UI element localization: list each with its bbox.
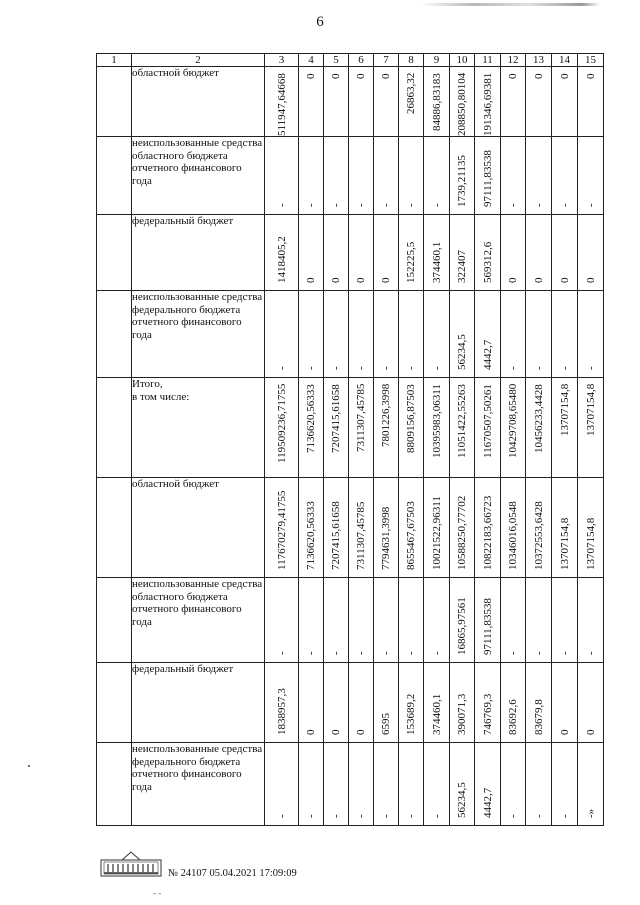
cell-value: 11051422,55263 xyxy=(456,384,468,458)
cell-value: 13707154,8 xyxy=(558,383,571,436)
value-cell xyxy=(501,291,526,378)
cell-value: - xyxy=(330,366,342,370)
cell-value: 0 xyxy=(355,729,367,735)
cell-value: 0 xyxy=(558,729,571,735)
value-cell xyxy=(475,743,501,826)
cell-value: - xyxy=(355,651,367,655)
cell-value: - xyxy=(507,203,519,207)
value-cell xyxy=(399,378,424,478)
cell-value: - xyxy=(355,814,367,818)
value-cell xyxy=(324,478,349,578)
cell-value: 7801226,3998 xyxy=(380,383,392,447)
cell-value: 119509236,71755 xyxy=(275,383,288,463)
header-cell-5: 5 xyxy=(324,54,349,67)
value-cell xyxy=(399,67,424,137)
value-cell xyxy=(526,663,552,743)
cell-value: 97111,83538 xyxy=(481,598,494,655)
value-cell xyxy=(578,663,604,743)
value-cell xyxy=(265,291,299,378)
value-cell xyxy=(299,478,324,578)
cell-value: 0 xyxy=(380,277,392,283)
cell-value: 10822183,66723 xyxy=(481,495,494,570)
value-cell xyxy=(265,743,299,826)
value-cell xyxy=(450,378,475,478)
row-label: неиспользованные средства федерального бюджета отчетного финансового года xyxy=(132,291,265,378)
value-cell xyxy=(450,215,475,291)
scan-mark: - - xyxy=(153,888,162,898)
value-cell xyxy=(475,478,501,578)
row-number-cell xyxy=(97,743,132,826)
cell-value: 569312,6 xyxy=(481,241,494,283)
cell-value: 0 xyxy=(305,729,317,735)
cell-value: 13707154,8 xyxy=(558,517,571,570)
header-cell-13: 13 xyxy=(526,54,552,67)
row-number-cell xyxy=(97,663,132,743)
cell-value: 16865,97561 xyxy=(456,597,468,655)
value-cell xyxy=(324,663,349,743)
cell-value: 7794631,3998 xyxy=(380,506,392,570)
value-cell xyxy=(399,478,424,578)
value-cell xyxy=(349,67,374,137)
value-cell xyxy=(265,215,299,291)
cell-value: - xyxy=(430,651,443,655)
cell-value: 0 xyxy=(584,277,597,283)
cell-value: 13707154,8 xyxy=(584,383,597,436)
value-cell xyxy=(399,743,424,826)
value-cell xyxy=(526,67,552,137)
value-cell xyxy=(349,663,374,743)
header-cell-1: 1 xyxy=(97,54,132,67)
value-cell xyxy=(424,578,450,663)
value-cell xyxy=(265,578,299,663)
cell-value: - xyxy=(305,651,317,655)
value-cell xyxy=(450,743,475,826)
value-cell xyxy=(324,67,349,137)
cell-value: 0 xyxy=(380,73,392,79)
cell-value: - xyxy=(305,366,317,370)
cell-value: 191346,69381 xyxy=(481,72,494,136)
cell-value: - xyxy=(305,814,317,818)
value-cell xyxy=(424,67,450,137)
value-cell xyxy=(501,578,526,663)
value-cell xyxy=(450,137,475,215)
cell-value: 7207415,61658 xyxy=(330,384,342,453)
value-cell xyxy=(450,578,475,663)
value-cell xyxy=(399,137,424,215)
value-cell xyxy=(526,137,552,215)
cell-value: 8655467,67503 xyxy=(405,501,417,570)
cell-value: 26863,32 xyxy=(405,72,417,114)
cell-value: - xyxy=(275,203,288,207)
row-label: неиспользованные средства областного бюджета отчетного финансового года xyxy=(132,578,265,663)
cell-value: - xyxy=(430,814,443,818)
value-cell xyxy=(578,137,604,215)
value-cell xyxy=(501,743,526,826)
cell-value: - xyxy=(558,651,571,655)
cell-value: - xyxy=(507,366,519,370)
value-cell xyxy=(578,291,604,378)
value-cell xyxy=(399,578,424,663)
value-cell xyxy=(475,378,501,478)
value-cell xyxy=(424,291,450,378)
value-cell xyxy=(324,743,349,826)
budget-table xyxy=(96,53,604,826)
value-cell xyxy=(552,67,578,137)
value-cell xyxy=(424,478,450,578)
cell-value: 208850,80104 xyxy=(456,72,468,136)
cell-value: 13707154,8 xyxy=(584,517,597,570)
value-cell xyxy=(501,478,526,578)
value-cell xyxy=(578,478,604,578)
header-cell-12: 12 xyxy=(501,54,526,67)
header-cell-2: 2 xyxy=(132,54,265,67)
cell-value: 4442,7 xyxy=(481,339,494,370)
value-cell xyxy=(299,743,324,826)
cell-value: 11670507,50261 xyxy=(481,384,494,458)
table-row xyxy=(97,378,604,478)
value-cell xyxy=(552,137,578,215)
cell-value: 152225,5 xyxy=(405,241,417,283)
value-cell xyxy=(552,663,578,743)
value-cell xyxy=(424,378,450,478)
header-cell-3: 3 xyxy=(265,54,299,67)
cell-value: -» xyxy=(584,808,597,818)
value-cell xyxy=(578,67,604,137)
cell-value: 1739,21135 xyxy=(456,155,468,207)
value-cell xyxy=(475,67,501,137)
value-cell xyxy=(374,478,399,578)
cell-value: 10588250,77702 xyxy=(456,495,468,570)
cell-value: 0 xyxy=(355,73,367,79)
value-cell xyxy=(578,578,604,663)
value-cell xyxy=(475,663,501,743)
header-cell-15: 15 xyxy=(578,54,604,67)
table-row xyxy=(97,291,604,378)
header-cell-14: 14 xyxy=(552,54,578,67)
header-cell-9: 9 xyxy=(424,54,450,67)
value-cell xyxy=(349,578,374,663)
cell-value: 83679,8 xyxy=(532,699,545,735)
cell-value: - xyxy=(275,814,288,818)
value-cell xyxy=(349,478,374,578)
cell-value: 0 xyxy=(558,277,571,283)
cell-value: 7311307,45785 xyxy=(355,501,367,570)
cell-value: - xyxy=(507,814,519,818)
value-cell xyxy=(526,378,552,478)
cell-value: - xyxy=(584,366,597,370)
value-cell xyxy=(450,67,475,137)
value-cell xyxy=(450,663,475,743)
row-label: неиспользованные средства федерального бюджета отчетного финансового года xyxy=(132,743,265,826)
value-cell xyxy=(526,578,552,663)
cell-value: - xyxy=(584,203,597,207)
cell-value: 0 xyxy=(532,277,545,283)
value-cell xyxy=(299,67,324,137)
table-row xyxy=(97,578,604,663)
value-cell xyxy=(349,137,374,215)
value-cell xyxy=(299,663,324,743)
value-cell xyxy=(552,478,578,578)
value-cell xyxy=(501,67,526,137)
value-cell xyxy=(265,137,299,215)
cell-value: - xyxy=(405,203,417,207)
cell-value: - xyxy=(355,203,367,207)
table-row xyxy=(97,743,604,826)
value-cell xyxy=(374,215,399,291)
value-cell xyxy=(501,663,526,743)
value-cell xyxy=(349,743,374,826)
header-row xyxy=(97,54,604,67)
table-row xyxy=(97,137,604,215)
cell-value: - xyxy=(430,366,443,370)
value-cell xyxy=(475,291,501,378)
cell-value: - xyxy=(380,651,392,655)
cell-value: - xyxy=(275,651,288,655)
cell-value: 0 xyxy=(558,73,571,79)
cell-value: - xyxy=(305,203,317,207)
row-label: Итого, в том числе: xyxy=(132,378,265,478)
value-cell xyxy=(324,137,349,215)
cell-value: 56234,5 xyxy=(456,334,468,370)
cell-value: 56234,5 xyxy=(456,782,468,818)
cell-value: 10395983,06311 xyxy=(430,384,443,458)
row-label: неиспользованные средства областного бюджета отчетного финансового года xyxy=(132,137,265,215)
value-cell xyxy=(265,663,299,743)
value-cell xyxy=(450,478,475,578)
cell-value: - xyxy=(532,814,545,818)
value-cell xyxy=(501,137,526,215)
cell-value: 0 xyxy=(330,277,342,283)
cell-value: 97111,83538 xyxy=(481,150,494,207)
row-number-cell xyxy=(97,137,132,215)
value-cell xyxy=(374,378,399,478)
value-cell xyxy=(349,215,374,291)
cell-value: - xyxy=(532,366,545,370)
table-row xyxy=(97,215,604,291)
cell-value: 10021522,96311 xyxy=(430,496,443,570)
cell-value: 0 xyxy=(330,729,342,735)
cell-value: - xyxy=(532,651,545,655)
cell-value: 10456233,4428 xyxy=(532,384,545,453)
cell-value: 1418405,2 xyxy=(275,236,288,283)
cell-value: - xyxy=(405,814,417,818)
cell-value: 10346016,0548 xyxy=(507,501,519,570)
row-label: областной бюджет xyxy=(132,67,265,137)
row-number-cell xyxy=(97,67,132,137)
header-cell-4: 4 xyxy=(299,54,324,67)
cell-value: - xyxy=(507,651,519,655)
row-number-cell xyxy=(97,478,132,578)
cell-value: 0 xyxy=(532,73,545,79)
cell-value: 7311307,45785 xyxy=(355,383,367,452)
value-cell xyxy=(578,215,604,291)
cell-value: 8809156,87503 xyxy=(405,384,417,453)
cell-value: - xyxy=(405,651,417,655)
value-cell xyxy=(374,663,399,743)
row-number-cell xyxy=(97,291,132,378)
cell-value: - xyxy=(584,651,597,655)
header-cell-7: 7 xyxy=(374,54,399,67)
cell-value: - xyxy=(558,366,571,370)
value-cell xyxy=(475,137,501,215)
value-cell xyxy=(265,478,299,578)
cell-value: 84886,83183 xyxy=(430,73,443,131)
cell-value: 511947,64668 xyxy=(275,73,288,136)
footer xyxy=(100,850,420,890)
value-cell xyxy=(399,215,424,291)
table-row xyxy=(97,663,604,743)
value-cell xyxy=(374,67,399,137)
cell-value: - xyxy=(380,203,392,207)
value-cell xyxy=(299,137,324,215)
cell-value: 10429708,65480 xyxy=(507,383,519,458)
cell-value: 153689,2 xyxy=(405,693,417,735)
row-label: областной бюджет xyxy=(132,478,265,578)
value-cell xyxy=(299,578,324,663)
value-cell xyxy=(324,578,349,663)
value-cell xyxy=(424,137,450,215)
cell-value: 7136620,56333 xyxy=(305,384,317,453)
value-cell xyxy=(475,215,501,291)
cell-value: - xyxy=(430,203,443,207)
cell-value: - xyxy=(380,814,392,818)
cell-value: - xyxy=(558,203,571,207)
cell-value: 117670279,41755 xyxy=(275,490,288,570)
value-cell xyxy=(526,478,552,578)
cell-value: 0 xyxy=(305,277,317,283)
value-cell xyxy=(552,743,578,826)
cell-value: - xyxy=(330,203,342,207)
registration-number: № 24107 05.04.2021 17:09:09 xyxy=(168,868,297,879)
value-cell xyxy=(578,378,604,478)
value-cell xyxy=(450,291,475,378)
cell-value: 0 xyxy=(507,277,519,283)
value-cell xyxy=(578,743,604,826)
value-cell xyxy=(324,378,349,478)
value-cell xyxy=(552,578,578,663)
value-cell xyxy=(299,291,324,378)
value-cell xyxy=(265,67,299,137)
value-cell xyxy=(374,578,399,663)
scan-streak xyxy=(420,3,600,6)
cell-value: 6595 xyxy=(380,713,392,735)
table-row xyxy=(97,67,604,137)
cell-value: - xyxy=(355,366,367,370)
value-cell xyxy=(374,743,399,826)
page-number: 6 xyxy=(316,14,324,30)
value-cell xyxy=(299,378,324,478)
cell-value: 0 xyxy=(355,277,367,283)
row-label: федеральный бюджет xyxy=(132,215,265,291)
cell-value: 0 xyxy=(584,73,597,79)
header-cell-8: 8 xyxy=(399,54,424,67)
value-cell xyxy=(374,137,399,215)
cell-value: 4442,7 xyxy=(481,787,494,818)
cell-value: 374460,1 xyxy=(430,693,443,735)
cell-value: 0 xyxy=(507,73,519,79)
value-cell xyxy=(526,215,552,291)
row-number-cell xyxy=(97,578,132,663)
cell-value: 0 xyxy=(305,73,317,79)
value-cell xyxy=(526,291,552,378)
cell-value: - xyxy=(275,366,288,370)
value-cell xyxy=(324,291,349,378)
cell-value: - xyxy=(330,814,342,818)
value-cell xyxy=(349,378,374,478)
cell-value: 83692,6 xyxy=(507,699,519,735)
cell-value: 7207415,61658 xyxy=(330,501,342,570)
value-cell xyxy=(324,215,349,291)
value-cell xyxy=(552,291,578,378)
cell-value: 322407 xyxy=(456,250,468,283)
cell-value: 390071,3 xyxy=(456,693,468,735)
cell-value: - xyxy=(532,203,545,207)
cell-value: - xyxy=(405,366,417,370)
cell-value: 0 xyxy=(330,73,342,79)
cell-value: 10372553,6428 xyxy=(532,501,545,570)
header-cell-6: 6 xyxy=(349,54,374,67)
value-cell xyxy=(265,378,299,478)
value-cell xyxy=(501,378,526,478)
row-label: федеральный бюджет xyxy=(132,663,265,743)
value-cell xyxy=(299,215,324,291)
row-number-cell xyxy=(97,378,132,478)
value-cell xyxy=(526,743,552,826)
cell-value: - xyxy=(330,651,342,655)
value-cell xyxy=(424,663,450,743)
table-row xyxy=(97,478,604,578)
value-cell xyxy=(374,291,399,378)
value-cell xyxy=(424,743,450,826)
cell-value: 746769,3 xyxy=(481,693,494,735)
value-cell xyxy=(475,578,501,663)
value-cell xyxy=(552,215,578,291)
cell-value: 374460,1 xyxy=(430,241,443,283)
header-cell-10: 10 xyxy=(450,54,475,67)
value-cell xyxy=(501,215,526,291)
value-cell xyxy=(424,215,450,291)
value-cell xyxy=(552,378,578,478)
cell-value: 1838957,3 xyxy=(275,688,288,735)
registry-stamp-icon xyxy=(100,850,162,878)
value-cell xyxy=(349,291,374,378)
header-cell-11: 11 xyxy=(475,54,501,67)
scan-dot xyxy=(28,765,30,767)
cell-value: 0 xyxy=(584,729,597,735)
value-cell xyxy=(399,291,424,378)
cell-value: - xyxy=(558,814,571,818)
cell-value: - xyxy=(380,366,392,370)
cell-value: 7136620,56333 xyxy=(305,501,317,570)
row-number-cell xyxy=(97,215,132,291)
value-cell xyxy=(399,663,424,743)
